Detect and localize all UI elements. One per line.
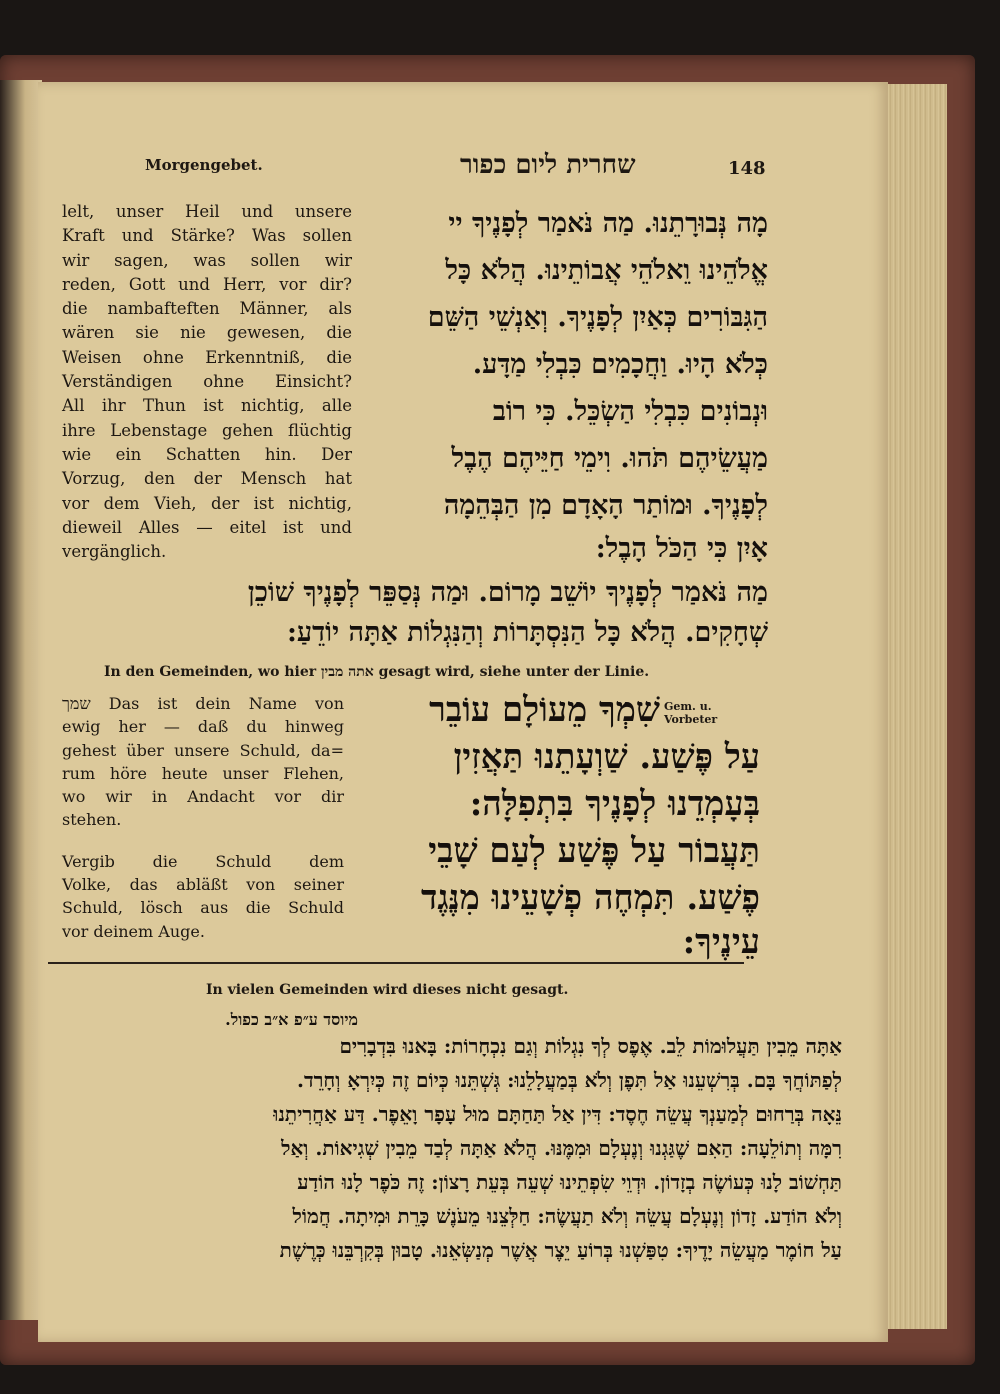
german-line: All ihr Thun ist nichtig, alle bbox=[62, 396, 352, 416]
hebrew-line: וּנְבוֹנִים כִּבְלִי הַשְׂכֵּל. כִּי רוֹב bbox=[492, 396, 768, 427]
header-left-title: Morgengebet. bbox=[145, 156, 263, 174]
german-line: ihre Lebenstage gehen flüchtig bbox=[62, 420, 352, 440]
hebrew-line: כְּלֹא הָיוּ. וַחֲכָמִים כִּבְלִי מַדָּע. bbox=[472, 349, 768, 380]
hebrew-line: מָה נְּבוּרָתֵנוּ. מַה נֹּאמַר לְפָנֶיךָ יי bbox=[448, 208, 768, 239]
german-line: die nambafteften Männer, als bbox=[62, 299, 352, 319]
hebrew-line: מַעֲשֵׂיהֶם תֹּהוּ. וִימֵי חַיֵּיהֶם הֶבֶל bbox=[451, 443, 768, 474]
german-translation-block-1 bbox=[62, 200, 352, 564]
side-label-line: Vorbeter bbox=[664, 713, 718, 726]
german-line: dieweil Alles — eitel ist und bbox=[62, 517, 352, 537]
german-line: reden, Gott und Herr, vor dir? bbox=[62, 274, 352, 294]
hebrew-large-line: תַּעֲבוֹר עַל פֶּשַׁע לְעַם שָׁבֵי bbox=[428, 831, 760, 871]
german-line: Kraft und Stärke? Was sollen bbox=[62, 226, 352, 246]
hebrew-line: אֱלֹהֵינוּ וֵאלֹהֵי אֲבוֹתֵינוּ. הֲלֹא כָּל bbox=[445, 255, 768, 286]
german-line: gehest über unsere Schuld, da= bbox=[62, 740, 344, 760]
german-line: rum höre heute unser Flehen, bbox=[62, 763, 344, 783]
german-line: lelt, unser Heil und unsere bbox=[62, 202, 352, 221]
hebrew-bottom-line: וְלֹא הוֹדַע. זָדוֹן וְנֶעְלָם עֲשֵׂה וְלֹא תַעֲשֶׂה: חַלְּצֵנוּ מֵעֹנֶשׁ כָּרֵת וּמִיתָה. חֲמוֹל bbox=[292, 1204, 842, 1228]
hebrew-large-line: עַל פֶּשַׁע. שַׁוְעָתֵנוּ תַּאֲזִין bbox=[453, 737, 760, 777]
german-line: Schuld, lösch aus die Schuld bbox=[62, 898, 344, 918]
hebrew-full-line: שְׁחָקִים. הֲלֹא כָּל הַנִּסְתָּרוֹת וְהַנִּגְלוֹת אַתָּה יוֹדֵעַ: bbox=[286, 617, 768, 648]
hebrew-large-line: פֶשַׁע. תִּמְחֶה פְשָׁעֵינוּ מִנֶּגֶד bbox=[421, 878, 760, 918]
hebrew-line: הַגִּבּוֹרִים כְּאַיִן לְפָנֶיךָ. וְאַנְשֵׁי הַשֵּׁם bbox=[427, 302, 768, 333]
rubric-note-2: In vielen Gemeinden wird dieses nicht gesagt. bbox=[206, 982, 569, 998]
german-line: wo wir in Andacht vor dir bbox=[62, 787, 344, 807]
german-translation-block-2 bbox=[62, 692, 344, 943]
german-spacer bbox=[62, 832, 344, 850]
hebrew-line: לְפָנֶיךָ. וּמוֹתַר הָאָדָם מִן הַבְּהֵמָה bbox=[443, 490, 768, 521]
hebrew-bottom-line: אַתָּה מֵבִין תַּעֲלוּמוֹת לֵב. אֶפֶס לְךָ נִגְלוֹת וְגַם נִכְחָרוֹת: בָּאנוּ בִּדְבָרִים bbox=[339, 1034, 842, 1058]
german-line: vor dem Vieh, der ist nichtig, bbox=[62, 493, 352, 513]
german-line: שמך Das ist dein Name von bbox=[62, 694, 344, 713]
german-line: ewig her — daß du hinweg bbox=[62, 717, 344, 737]
german-line: wären sie nie gewesen, die bbox=[62, 323, 352, 343]
hebrew-bottom-line: רִמָּה וְתוֹלֵעָה: הַאִם שֶׁגַּגְנוּ וְנֶעְלָם וּמִמֶּנּוּ. הֲלֹא אַתָּה לְבַד מֵבִין שְׁגִיאוֹת. וְאַל bbox=[281, 1136, 842, 1160]
side-label bbox=[664, 700, 717, 726]
german-line: wir sagen, was sollen wir bbox=[62, 250, 352, 270]
german-line: Verständigen ohne Einsicht? bbox=[62, 372, 352, 392]
page-number: 148 bbox=[728, 158, 766, 179]
german-line: Vorzug, den der Mensch hat bbox=[62, 469, 352, 489]
german-line: Vergib die Schuld dem bbox=[62, 851, 344, 871]
hebrew-bottom-line: לְפַתּוֹחֲךָ בָּם. בְּרִשְׁעֵנוּ אַל תִּפֶן וְלֹא בְּמַעֲלָלֵנוּ: גְּשְׁתֵּנוּ כְּיוֹם זֶה כְּיִרְאָ וְחָרֵד. bbox=[297, 1068, 842, 1092]
hebrew-large-line: שִׁמְךָ מֵעוֹלָם עוֹבֵר bbox=[429, 690, 660, 730]
hebrew-bottom-line: עַל חוֹמֶר מַעֲשֵׂה יָדֶיךָ: טִפַּשְׁנוּ בְּרוֹעַ יֵצֶר אֲשֶׁר מְנַשְּׂאֵנוּ. טָבוּן בְּקִרְבֵּנוּ כְּרֶשֶׁת bbox=[279, 1238, 842, 1262]
german-line: Weisen ohne Erkenntniß, die bbox=[62, 347, 352, 367]
hebrew-full-line: מַה נֹּאמַר לְפָנֶיךָ יוֹשֵׁב מָרוֹם. וּמַה נְּסַפֵּר לְפָנֶיךָ שׁוֹכֵן bbox=[247, 577, 768, 608]
rubric-note-1: In den Gemeinden, wo hier אתה מבין gesagt wird, siehe unter der Linie. bbox=[104, 664, 650, 680]
german-line: vergänglich. bbox=[62, 542, 167, 562]
hebrew-line: אָיִן כִּי הַכֹּל הָבֶל: bbox=[595, 533, 768, 564]
hebrew-bottom-line: תַּחְשׁוֹב לָנוּ כְּעוֹשֶׂה בְזָדוֹן. וּדְוֵי שִׂפְתֵינוּ שְׁעֵה בְּעֵת רָצוֹן: זֶה כֹּפֶר לָנוּ הוֹדַע bbox=[297, 1170, 842, 1194]
divider-line bbox=[48, 962, 744, 964]
german-line: wie ein Schatten hin. Der bbox=[62, 444, 352, 464]
hebrew-subnote: מיוסד ע״פ א״ב כפול. bbox=[225, 1010, 358, 1029]
hebrew-large-line: עֵינֶיךָ: bbox=[682, 922, 760, 962]
side-label-line: Gem. u. bbox=[664, 700, 712, 713]
german-line: Volke, das abläßt von seiner bbox=[62, 875, 344, 895]
previous-page-edge bbox=[0, 80, 42, 1320]
german-line: vor deinem Auge. bbox=[62, 921, 205, 941]
german-line: stehen. bbox=[62, 810, 122, 830]
hebrew-large-line: בְּעָמְדֵנוּ לְפָנֶיךָ בִּתְפִלָּה: bbox=[469, 784, 760, 824]
hebrew-bottom-line: נֵּאָה בְּרַחוּם לְמַעַנְךָ עֲשֵׂה חֶסֶד: דִּין אַל תַּחַתָּם מוּל עָפָר וָאֵפֶר. דַּע אַחֲרִיתֵנוּ bbox=[273, 1102, 842, 1126]
header-hebrew-title: שחרית ליום כפור bbox=[460, 150, 636, 180]
